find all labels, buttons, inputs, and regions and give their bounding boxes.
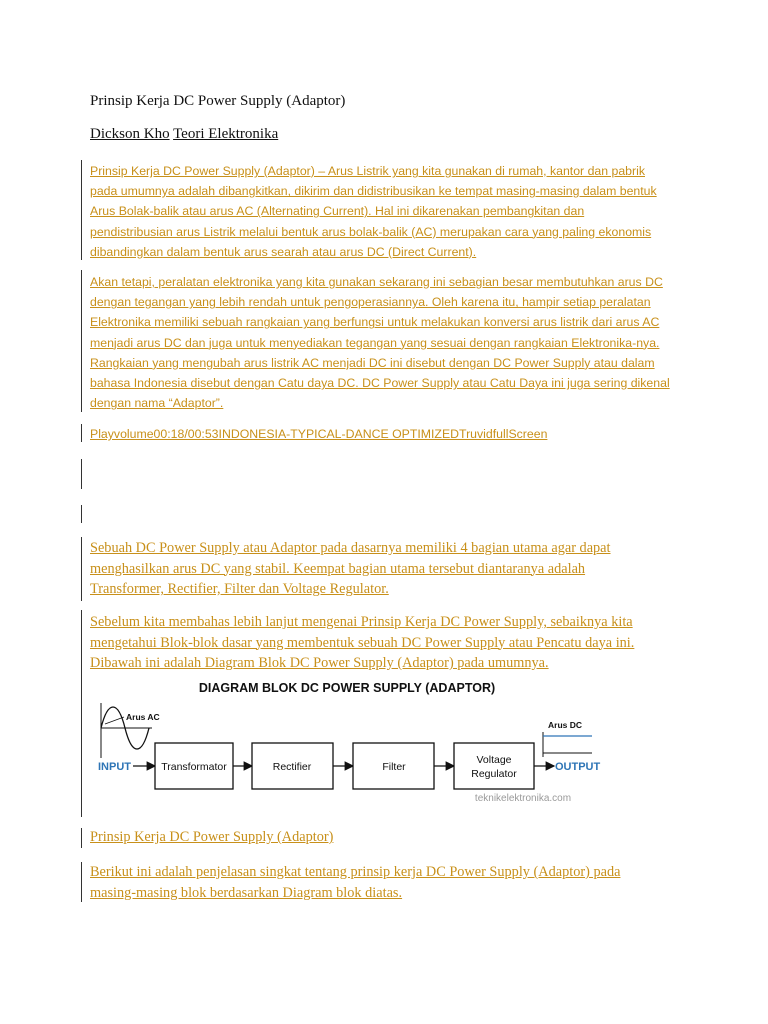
diagram-title: DIAGRAM BLOK DC POWER SUPPLY (ADAPTOR) <box>198 681 496 695</box>
subheading-link[interactable] <box>90 827 333 848</box>
margin-bar <box>81 862 82 902</box>
margin-bar <box>81 424 82 442</box>
text-line: Prinsip Kerja DC Power Supply (Adaptor) <box>90 829 334 845</box>
output-label: OUTPUT <box>555 761 601 773</box>
margin-bar <box>81 828 82 848</box>
regulator-block <box>454 743 534 789</box>
text-line: Berikut ini adalah penjelasan singkat tentang prinsip kerja DC Power Supply (Adaptor) pada <box>90 864 621 880</box>
input-label: INPUT <box>98 761 131 773</box>
video-player-text[interactable] <box>90 424 547 444</box>
paragraph-four-parts[interactable] <box>90 538 611 600</box>
text-line: pendistribusian arus Listrik melalui bentuk arus bolak-balik (AC) merupakan cara yang paling ekonomis <box>90 224 652 239</box>
paragraph-explanation[interactable] <box>90 862 620 903</box>
rectifier-label: Rectifier <box>272 761 312 773</box>
text-line: Playvolume00:18/00:53INDONESIA-TYPICAL-DANCE OPTIMIZEDTruvidfullScreen <box>90 427 548 441</box>
text-line: pada umumnya adalah dibangkitkan, dikirim dan didistribusikan ke tempat masing-masing dalam bentuk <box>90 184 657 199</box>
text-line: Sebuah DC Power Supply atau Adaptor pada dasarnya memiliki 4 bagian utama agar dapat <box>90 540 611 556</box>
text-line: Arus Bolak-balik atau arus AC (Alternating Current). Hal ini dikarenakan pembangkitan dan <box>90 204 585 219</box>
text-line: masing-masing blok berdasarkan Diagram blok diatas. <box>90 884 403 901</box>
regulator-label-line1: Voltage <box>476 754 512 766</box>
text-line: mengetahui Blok-blok dasar yang membentuk sebuah DC Power Supply atau Pencatu daya ini. <box>90 634 635 651</box>
block-diagram <box>92 676 612 810</box>
ac-label-arrow <box>105 717 124 724</box>
text-line: dengan nama “Adaptor”. <box>90 396 224 411</box>
text-line: Akan tetapi, peralatan elektronika yang kita gunakan sekarang ini sebagian besar membutuhkan arus DC <box>90 275 663 289</box>
margin-bar <box>81 505 82 523</box>
text-line: Sebelum kita membahas lebih lanjut mengenai Prinsip Kerja DC Power Supply, sebaiknya kita <box>90 614 633 630</box>
transformator-label: Transformator <box>161 761 227 773</box>
text-line: Rangkaian yang mengubah arus listrik AC menjadi DC ini disebut dengan DC Power Supply atau dalam <box>90 355 655 370</box>
author-link[interactable]: Dickson Kho <box>90 126 170 142</box>
byline <box>90 126 278 143</box>
paragraph-dc-need[interactable] <box>90 272 670 413</box>
doc-title: Prinsip Kerja DC Power Supply (Adaptor) <box>90 93 346 109</box>
paragraph-block-intro[interactable] <box>90 612 634 674</box>
margin-bar <box>81 270 82 412</box>
regulator-label-line2: Regulator <box>471 768 517 780</box>
margin-bar <box>81 459 82 489</box>
filter-label: Filter <box>382 761 406 773</box>
watermark: teknikelektronika.com <box>474 793 572 804</box>
margin-bar <box>81 160 82 260</box>
text-line: menghasilkan arus DC yang stabil. Keempat bagian utama tersebut diantaranya adalah <box>90 560 586 577</box>
text-line: Elektronika memiliki sebuah rangkaian yang berfungsi untuk melakukan konversi arus listrik dari arus AC <box>90 315 660 330</box>
text-line: bahasa Indonesia disebut dengan Catu daya DC. DC Power Supply atau Catu Daya ini juga sering dikenal <box>90 376 670 391</box>
text-line: Transformer, Rectifier, Filter dan Voltage Regulator. <box>90 581 389 597</box>
ac-label: Arus AC <box>126 712 160 722</box>
category-link[interactable]: Teori Elektronika <box>173 126 279 142</box>
margin-bar <box>81 610 82 817</box>
margin-bar <box>81 537 82 601</box>
text-line: Dibawah ini adalah Diagram Blok DC Power Supply (Adaptor) pada umumnya. <box>90 655 549 671</box>
dc-label: Arus DC <box>548 720 583 730</box>
text-line: dibandingkan dalam bentuk arus searah atau arus DC (Direct Current). <box>90 244 477 259</box>
text-line: dengan tegangan yang lebih rendah untuk pengoperasiannya. Oleh karena itu, hampir setiap peralatan <box>90 295 651 310</box>
text-line: menjadi arus DC dan juga untuk menyediakan tegangan yang sesuai dengan rangkaian Elektronika-nya. <box>90 335 660 350</box>
text-line: Prinsip Kerja DC Power Supply (Adaptor) – Arus Listrik yang kita gunakan di rumah, kantor dan pabrik <box>90 164 645 178</box>
paragraph-intro[interactable] <box>90 161 657 262</box>
